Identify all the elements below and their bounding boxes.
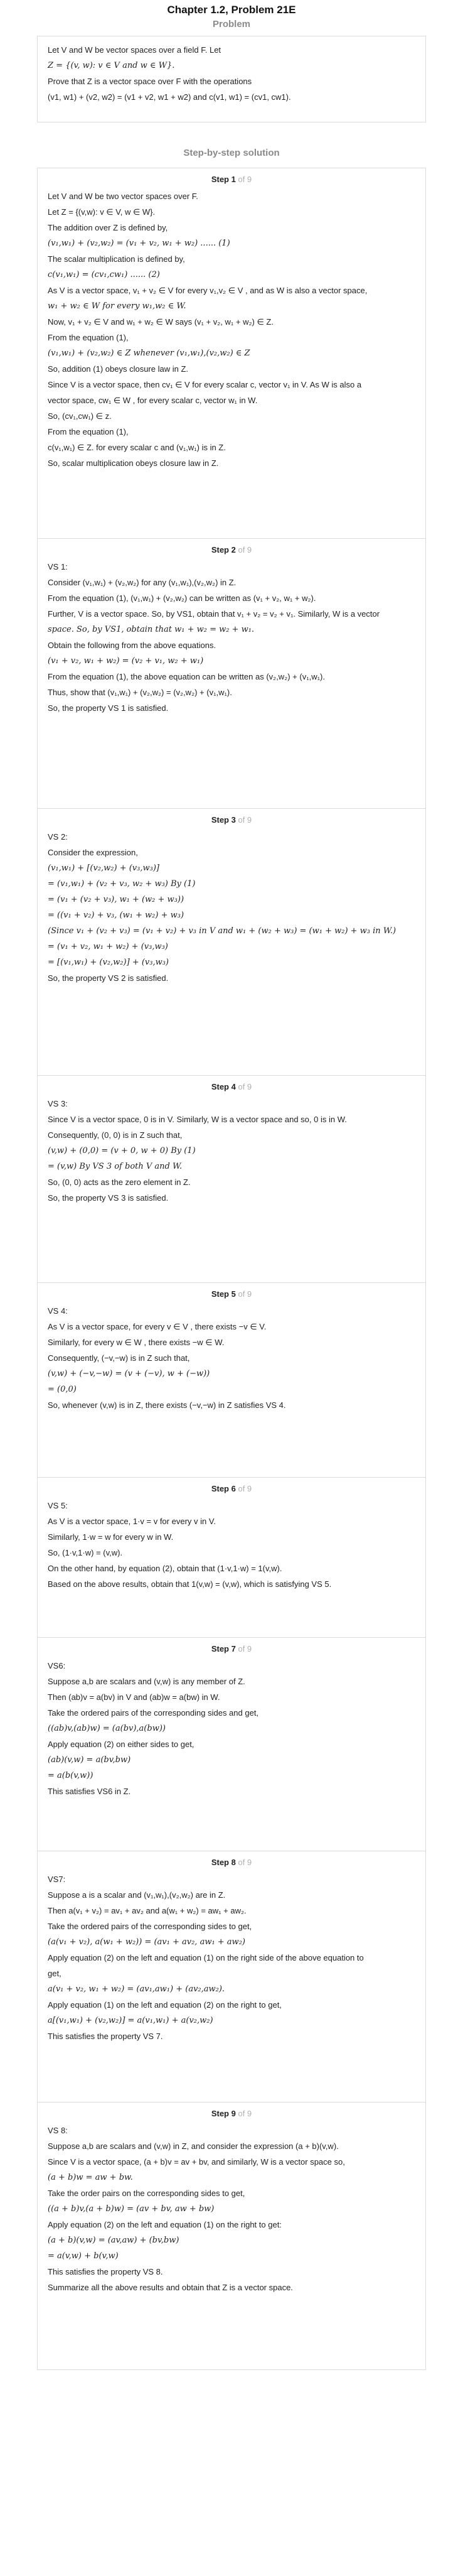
step-line: Summarize all the above results and obtain that Z is a vector space. (48, 2283, 293, 2292)
step-total: of 9 (238, 1484, 252, 1493)
step-line: (a + b)w = aw + bw. (48, 2173, 133, 2182)
step-line: Thus, show that (v₁,w₁) + (v₂,w₂) = (v₂,w₂) + (v₁,w₁). (48, 688, 232, 697)
step-line: (a(v₁ + v₂), a(w₁ + w₂)) = (av₁ + av₂, aw₁ + aw₂) (48, 1937, 245, 1947)
step-line: VS6: (48, 1661, 66, 1670)
step-line: = [(v₁,w₁) + (v₂,w₂)] + (v₃,w₃) (48, 958, 169, 967)
step-line: ((a + b)v,(a + b)w) = (av + bv, aw + bw) (48, 2204, 215, 2214)
step-line: (v₁ + v₂, w₁ + w₂) = (v₂ + v₁, w₂ + w₁) (48, 656, 204, 666)
step-label: Step 6 (211, 1484, 236, 1493)
step-line: As V is a vector space, v₁ + v₂ ∈ V for every v₁,v₂ ∈ V , and as W is also a vector space, (48, 286, 368, 295)
step-total: of 9 (238, 1289, 252, 1299)
step-2 (38, 539, 425, 809)
step-total: of 9 (238, 1644, 252, 1653)
problem-line: Z = {(v, w): v ∈ V and w ∈ W}. (48, 61, 175, 70)
step-heading (48, 1484, 415, 1493)
step-9 (38, 2102, 425, 2369)
step-line: (v,w) + (0,0) = (v + 0, w + 0) By (1) (48, 1146, 196, 1155)
step-line: So, (cv₁,cw₁) ∈ z. (48, 411, 112, 421)
page (37, 0, 426, 2370)
step-line: So, (0, 0) acts as the zero element in Z. (48, 1177, 191, 1187)
step-line: = ((v₁ + v₂) + v₃, (w₁ + w₂) + w₃) (48, 911, 184, 920)
step-line: VS 8: (48, 2126, 68, 2135)
problem-box (37, 36, 426, 122)
step-heading (48, 2109, 415, 2118)
step-line: VS 5: (48, 1501, 68, 1510)
step-line: = a(v,w) + b(v,w) (48, 2251, 119, 2261)
step-line: So, (1·v,1·w) = (v,w). (48, 1548, 123, 1557)
problem-line: Prove that Z is a vector space over F with the operations (48, 77, 252, 86)
step-line: Since V is a vector space, then cv₁ ∈ V for every scalar c, vector v₁ in V. As W is also a (48, 380, 362, 389)
step-line: The addition over Z is defined by, (48, 223, 168, 232)
step-line: Suppose a,b are scalars and (v,w) is any member of Z. (48, 1677, 245, 1686)
step-line: Take the ordered pairs of the corresponding sides and get, (48, 1708, 259, 1718)
step-line: So, the property VS 1 is satisfied. (48, 703, 169, 713)
step-line: Consider (v₁,w₁) + (v₂,w₂) for any (v₁,w₁),(v₂,w₂) in Z. (48, 578, 237, 587)
step-line: VS 2: (48, 832, 68, 842)
step-line: Based on the above results, obtain that 1(v,w) = (v,w), which is satisfying VS 5. (48, 1579, 332, 1589)
step-line: space. So, by VS1, obtain that w₁ + w₂ = w₂ + w₁. (48, 625, 255, 634)
step-line: Let V and W be two vector spaces over F. (48, 192, 198, 201)
problem-line: (v1, w1) + (v2, w2) = (v1 + v2, w1 + w2) and c(v1, w1) = (cv1, cw1). (48, 92, 291, 102)
step-8 (38, 1851, 425, 2102)
step-line: = a(b(v,w)) (48, 1771, 93, 1780)
step-line: = (0,0) (48, 1385, 77, 1394)
step-line: VS 3: (48, 1099, 68, 1108)
step-line: (ab)(v,w) = a(bv,bw) (48, 1755, 131, 1765)
step-total: of 9 (238, 1858, 252, 1867)
step-line: Apply equation (1) on the left and equation (2) on the right to get, (48, 2000, 282, 2010)
step-line: Similarly, 1·w = w for every w in W. (48, 1532, 174, 1542)
step-line: On the other hand, by equation (2), obtain that (1·v,1·w) = 1(v,w). (48, 1564, 282, 1573)
step-label: Step 3 (211, 815, 236, 825)
step-1 (38, 168, 425, 539)
step-line: Consider the expression, (48, 848, 138, 857)
step-line: Since V is a vector space, (a + b)v = av + bv, and similarly, W is a vector space so, (48, 2157, 345, 2167)
step-line: Now, v₁ + v₂ ∈ V and w₁ + w₂ ∈ W says (v₁ + v₂, w₁ + w₂) ∈ Z. (48, 317, 274, 327)
step-line: (v,w) + (−v,−w) = (v + (−v), w + (−w)) (48, 1369, 210, 1378)
step-line: So, the property VS 3 is satisfied. (48, 1193, 169, 1203)
step-line: get, (48, 1969, 61, 1978)
step-line: c(v₁,w₁) = (cv₁,cw₁) ...... (2) (48, 270, 160, 279)
step-line: Apply equation (2) on the left and equation (1) on the right side of the above equation to (48, 1953, 364, 1962)
step-line: So, whenever (v,w) is in Z, there exists (−v,−w) in Z satisfies VS 4. (48, 1400, 286, 1410)
step-7 (38, 1638, 425, 1851)
step-line: a(v₁ + v₂, w₁ + w₂) = (av₁,aw₁) + (av₂,aw₂). (48, 1984, 225, 1994)
step-line: (v₁,w₁) + (v₂,w₂) = (v₁ + v₂, w₁ + w₂) ...... (1) (48, 239, 230, 248)
step-label: Step 5 (211, 1289, 236, 1299)
step-heading (48, 1289, 415, 1299)
problem-label: Problem (212, 19, 250, 30)
step-heading (48, 175, 415, 184)
step-line: Consequently, (−v,−w) is in Z such that, (48, 1353, 190, 1363)
step-heading (48, 1858, 415, 1867)
step-line: (a + b)(v,w) = (av,aw) + (bv,bw) (48, 2236, 179, 2245)
step-line: Let Z = {(v,w): v ∈ V, w ∈ W}. (48, 207, 156, 217)
step-line: Then a(v₁ + v₂) = av₁ + av₂ and a(w₁ + w₂) = aw₁ + aw₂. (48, 1906, 247, 1915)
step-line: = (v₁,w₁) + (v₂ + v₃, w₂ + w₃) By (1) (48, 879, 196, 889)
step-5 (38, 1283, 425, 1478)
step-label: Step 8 (211, 1858, 236, 1867)
step-line: As V is a vector space, 1·v = v for every v in V. (48, 1517, 216, 1526)
step-line: Then (ab)v = a(bv) in V and (ab)w = a(bw) in W. (48, 1692, 220, 1702)
step-heading (48, 1644, 415, 1653)
step-line: As V is a vector space, for every v ∈ V , there exists −v ∈ V. (48, 1322, 267, 1331)
step-line: So, addition (1) obeys closure law in Z. (48, 364, 188, 374)
step-line: Suppose a is a scalar and (v₁,w₁),(v₂,w₂) are in Z. (48, 1890, 226, 1900)
step-3 (38, 809, 425, 1076)
step-4 (38, 1076, 425, 1283)
step-line: Further, V is a vector space. So, by VS1, obtain that v₁ + v₂ = v₂ + v₁. Similarly, W is a vector (48, 609, 380, 619)
step-line: c(v₁,w₁) ∈ Z. for every scalar c and (v₁,w₁) is in Z. (48, 443, 226, 452)
step-line: a[(v₁,w₁) + (v₂,w₂)] = a(v₁,w₁) + a(v₂,w₂) (48, 2016, 213, 2025)
step-line: vector space, cw₁ ∈ W , for every scalar c, vector w₁ in W. (48, 396, 258, 405)
step-6 (38, 1478, 425, 1638)
step-line: Apply equation (2) on the left and equation (1) on the right to get: (48, 2220, 282, 2229)
step-label: Step 9 (211, 2109, 236, 2118)
step-line: The scalar multiplication is defined by, (48, 254, 185, 264)
step-label: Step 4 (211, 1082, 236, 1091)
step-line: (v₁,w₁) + (v₂,w₂) ∈ Z whenever (v₁,w₁),(v₂,w₂) ∈ Z (48, 349, 250, 358)
step-line: = (v₁ + (v₂ + v₃), w₁ + (w₂ + w₃)) (48, 895, 184, 904)
step-line: Suppose a,b are scalars and (v,w) in Z, and consider the expression (a + b)(v,w). (48, 2141, 339, 2151)
step-line: This satisfies the property VS 7. (48, 2032, 163, 2041)
chapter-title: Chapter 1.2, Problem 21E (167, 4, 296, 16)
step-total: of 9 (238, 1082, 252, 1091)
step-line: From the equation (1), (48, 427, 129, 436)
step-label: Step 1 (211, 175, 236, 184)
step-line: This satisfies VS6 in Z. (48, 1787, 131, 1796)
step-heading (48, 1082, 415, 1091)
step-line: VS 1: (48, 562, 68, 571)
step-total: of 9 (238, 815, 252, 825)
step-line: VS7: (48, 1875, 66, 1884)
step-line: Similarly, for every w ∈ W , there exists −w ∈ W. (48, 1338, 225, 1347)
step-line: Take the order pairs on the corresponding sides to get, (48, 2189, 245, 2198)
solution-label: Step-by-step solution (183, 148, 280, 158)
step-heading (48, 815, 415, 825)
step-line: = (v₁ + v₂, w₁ + w₂) + (v₃,w₃) (48, 942, 168, 951)
step-total: of 9 (238, 545, 252, 555)
problem-line: Let V and W be vector spaces over a field F. Let (48, 45, 221, 55)
step-line: (Since v₁ + (v₂ + v₃) = (v₁ + v₂) + v₃ in V and w₁ + (w₂ + w₃) = (w₁ + w₂) + w₃ in W.) (48, 926, 396, 936)
step-total: of 9 (238, 2109, 252, 2118)
step-line: Since V is a vector space, 0 is in V. Similarly, W is a vector space and so, 0 is in W. (48, 1115, 347, 1124)
step-line: Consequently, (0, 0) is in Z such that, (48, 1130, 183, 1140)
step-line: Apply equation (2) on either sides to get, (48, 1740, 194, 1749)
step-line: = (v,w) By VS 3 of both V and W. (48, 1162, 183, 1171)
step-line: ((ab)v,(ab)w) = (a(bv),a(bw)) (48, 1724, 166, 1733)
step-heading (48, 545, 415, 555)
step-line: This satisfies the property VS 8. (48, 2267, 163, 2276)
step-line: w₁ + w₂ ∈ W for every w₁,w₂ ∈ W. (48, 301, 186, 311)
step-line: VS 4: (48, 1306, 68, 1316)
step-line: From the equation (1), the above equation can be written as (v₂,w₂) + (v₁,w₁). (48, 672, 325, 681)
step-line: So, the property VS 2 is satisfied. (48, 973, 169, 983)
step-line: Obtain the following from the above equations. (48, 641, 216, 650)
step-line: Take the ordered pairs of the corresponding sides to get, (48, 1922, 252, 1931)
solution-steps (37, 168, 426, 2370)
step-line: From the equation (1), (48, 333, 129, 342)
step-label: Step 7 (211, 1644, 236, 1653)
step-label: Step 2 (211, 545, 236, 555)
step-line: So, scalar multiplication obeys closure law in Z. (48, 458, 219, 468)
step-total: of 9 (238, 175, 252, 184)
step-line: (v₁,w₁) + [(v₂,w₂) + (v₃,w₃)] (48, 863, 159, 873)
step-line: From the equation (1), (v₁,w₁) + (v₂,w₂) can be written as (v₁ + v₂, w₁ + w₂). (48, 593, 316, 603)
